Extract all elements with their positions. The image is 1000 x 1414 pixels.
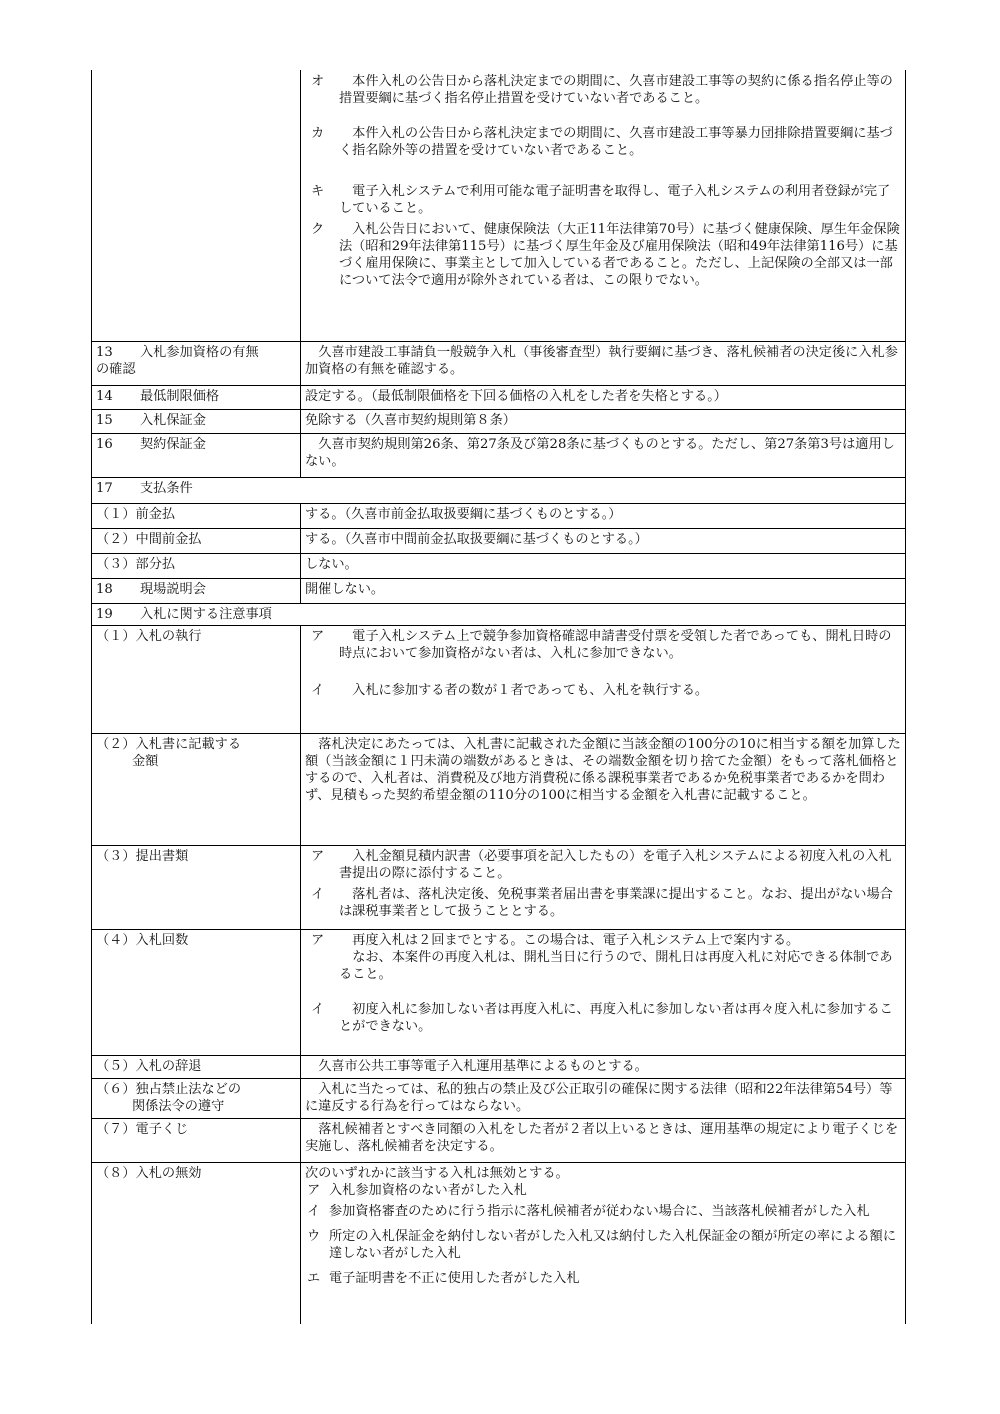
row-19 — [92, 603, 906, 625]
intro-text: 次のいずれかに該当する入札は無効とする。 — [305, 1165, 569, 1181]
item-marker: ア — [307, 1182, 321, 1198]
list-item — [305, 886, 901, 920]
item-text: 落札者は、落札決定後、免税事業者届出書を事業課に提出すること。なお、提出がない場合は課税事業者として扱うこととする。 — [339, 886, 893, 919]
content-cell: 久喜市公共工事等電子入札運用基準によるものとする。 — [301, 1055, 906, 1078]
row-label-cont: 金額 — [132, 753, 159, 769]
item-text-line: 再度入札は２回までとする。この場合は、電子入札システム上で案内する。 — [339, 932, 800, 948]
content-cell: 設定する。（最低制限価格を下回る価格の入札をした者を失格とする。） — [301, 385, 906, 409]
label-cell: （３）提出書類 — [92, 845, 301, 929]
item-text: 本件入札の公告日から落札決定までの期間に、久喜市建設工事等の契約に係る指名停止等の措置要綱に基づく指名停止措置を受けていない者であること。 — [339, 74, 893, 106]
list-item — [305, 682, 901, 699]
content-cell: しない。 — [301, 553, 906, 578]
item-marker: ア — [311, 628, 325, 644]
list-item — [305, 1203, 901, 1220]
item-text: 所定の入札保証金を納付しない者がした入札又は納付した入札保証金の額が所定の率による額に達しない者がした入札 — [329, 1228, 897, 1261]
label-cell — [92, 409, 301, 433]
row-19-4 — [92, 929, 906, 1055]
content-cell: する。（久喜市前金払取扱要綱に基づくものとする。） — [301, 503, 906, 528]
item-marker: ク — [311, 222, 325, 237]
item-text-para: なお、本案件の再度入札は、開札当日に行うので、開札日は再度入札に対応できる体制であること。 — [339, 949, 893, 982]
content-cell — [301, 929, 906, 1055]
label-cell — [92, 733, 301, 845]
item-marker: カ — [311, 126, 325, 141]
row-label-cont: の確認 — [96, 361, 136, 377]
content-cell: 久喜市契約規則第26条、第27条及び第28条に基づくものとする。ただし、第27条第3号は適用しない。 — [301, 433, 906, 477]
item-marker: ウ — [307, 1228, 321, 1244]
content-cell — [301, 625, 906, 733]
label-cell — [92, 385, 301, 409]
row-label: 最低制限価格 — [140, 388, 220, 404]
label-cell: （４）入札回数 — [92, 929, 301, 1055]
row-14 — [92, 385, 906, 409]
label-cell — [92, 433, 301, 477]
content-cell — [301, 845, 906, 929]
item-text: 入札に参加する者の数が１者であっても、入札を執行する。 — [339, 682, 709, 698]
label-cell — [92, 341, 301, 385]
row-19-6 — [92, 1078, 906, 1118]
item-marker: イ — [311, 682, 325, 698]
label-cell — [92, 578, 301, 603]
content-cell: する。（久喜市中間前金払取扱要綱に基づくものとする。） — [301, 528, 906, 553]
content-cell: 落札候補者とすべき同額の入札をした者が２者以上いるときは、運用基準の規定により電子くじを実施し、落札候補者を決定する。 — [301, 1118, 906, 1162]
label-cell-empty — [92, 70, 301, 341]
item-text: 本件入札の公告日から落札決定までの期間に、久喜市建設工事等暴力団排除措置要綱に基づく指名除外等の措置を受けていない者であること。 — [339, 126, 893, 158]
row-19-7 — [92, 1118, 906, 1162]
row-17-3 — [92, 553, 906, 578]
row-label: 入札参加資格の有無 — [140, 344, 259, 360]
item-text: 参加資格審査のために行う指示に落札候補者が従わない場合に、当該落札候補者がした入札 — [329, 1203, 870, 1219]
row-19-2 — [92, 733, 906, 845]
row-18 — [92, 578, 906, 603]
row-number: 17 — [96, 480, 113, 496]
row-17 — [92, 477, 906, 503]
row-13 — [92, 341, 906, 385]
row-number: 19 — [96, 606, 113, 622]
list-item — [305, 183, 901, 217]
row-19-3 — [92, 845, 906, 929]
row-19-1 — [92, 625, 906, 733]
label-cell: （１）前金払 — [92, 503, 301, 528]
row-number: 16 — [96, 436, 113, 452]
item-marker: キ — [311, 184, 325, 199]
label-cell: （３）部分払 — [92, 553, 301, 578]
row-label: （２）入札書に記載する — [96, 736, 242, 752]
row-15 — [92, 409, 906, 433]
row-label: 契約保証金 — [140, 436, 206, 452]
label-cell: （５）入札の辞退 — [92, 1055, 301, 1078]
item-text — [339, 932, 901, 983]
item-text: 電子入札システムで利用可能な電子証明書を取得し、電子入札システムの利用者登録が完了していること。 — [339, 184, 891, 216]
label-cell: （８）入札の無効 — [92, 1162, 301, 1324]
label-cell: （１）入札の執行 — [92, 625, 301, 733]
item-text: 電子入札システム上で競争参加資格確認申請書受付票を受領した者であっても、開札日時の時点において参加資格がない者は、入札に参加できない。 — [339, 628, 892, 661]
row-16 — [92, 433, 906, 477]
item-marker: イ — [311, 1001, 325, 1017]
row-number: 15 — [96, 412, 113, 428]
list-item — [305, 1228, 901, 1262]
row-19-5 — [92, 1055, 906, 1078]
row-number: 18 — [96, 581, 113, 597]
list-item — [305, 848, 901, 882]
row-label: 現場説明会 — [140, 581, 206, 597]
list-item — [305, 932, 901, 983]
list-item — [305, 1270, 901, 1287]
section-header — [92, 603, 906, 625]
label-cell: （７）電子くじ — [92, 1118, 301, 1162]
row-label: 入札保証金 — [140, 412, 206, 428]
content-cell: 入札に当たっては、私的独占の禁止及び公正取引の確保に関する法律（昭和22年法律第54号）等に違反する行為を行ってはならない。 — [301, 1078, 906, 1118]
item-marker: オ — [311, 74, 325, 89]
row-label: 支払条件 — [140, 480, 193, 496]
content-cell: 久喜市建設工事請負一般競争入札（事後審査型）執行要綱に基づき、落札候補者の決定後に入札参加資格の有無を確認する。 — [301, 341, 906, 385]
item-marker: エ — [307, 1270, 321, 1286]
content-cell: 免除する（久喜市契約規則第８条） — [301, 409, 906, 433]
row-label: （６）独占禁止法などの — [96, 1081, 242, 1097]
list-item — [305, 221, 901, 289]
content-cell — [301, 1162, 906, 1324]
content-cell: 落札決定にあたっては、入札書に記載された金額に当該金額の100分の10に相当する額を加算した額（当該金額に１円未満の端数があるときは、その端数金額を切り捨てた金額）をもって落札価格とするので、入札者は、消費税及び地方消費税に係る課税事業者であるか免税事業者であるかを問わず、見積もった契約希望金額の110分の100に相当する金額を入札書に記載すること。 — [301, 733, 906, 845]
row-label: 入札に関する注意事項 — [140, 606, 272, 622]
label-cell — [92, 1078, 301, 1118]
item-marker: イ — [311, 886, 325, 902]
row-19-8 — [92, 1162, 906, 1324]
content-cell: 開催しない。 — [301, 578, 906, 603]
item-marker: ア — [311, 848, 325, 864]
list-item — [305, 73, 901, 107]
row-number: 13 — [96, 344, 113, 360]
label-cell: （２）中間前金払 — [92, 528, 301, 553]
row-17-2 — [92, 528, 906, 553]
row-17-1 — [92, 503, 906, 528]
item-text: 電子証明書を不正に使用した者がした入札 — [329, 1270, 580, 1286]
content-cell — [301, 70, 906, 341]
item-marker: イ — [307, 1203, 321, 1219]
list-item — [305, 1001, 901, 1035]
item-text: 入札公告日において、健康保険法（大正11年法律第70号）に基づく健康保険、厚生年金保険法（昭和29年法律第115号）に基づく厚生年金及び雇用保険法（昭和49年法律第116号）に基づく雇用保険に、事業主として加入している者であること。ただし、上記保険の全部又は一部について法令で適用が除外されている者は、この限りでない。 — [339, 222, 900, 288]
list-item — [305, 628, 901, 662]
section-header — [92, 477, 906, 503]
item-text: 入札金額見積内訳書（必要事項を記入したもの）を電子入札システムによる初度入札の入札書提出の際に添付すること。 — [339, 848, 892, 881]
item-text: 初度入札に参加しない者は再度入札に、再度入札に参加しない者は再々度入札に参加することができない。 — [339, 1001, 893, 1034]
row-number: 14 — [96, 388, 113, 404]
row-continued-qualifications — [92, 70, 906, 341]
item-marker: ア — [311, 932, 325, 948]
row-label-cont: 関係法令の遵守 — [132, 1098, 225, 1114]
document-table — [91, 70, 906, 1324]
item-text: 入札参加資格のない者がした入札 — [329, 1182, 527, 1198]
list-item — [305, 1182, 901, 1199]
list-item — [305, 125, 901, 159]
